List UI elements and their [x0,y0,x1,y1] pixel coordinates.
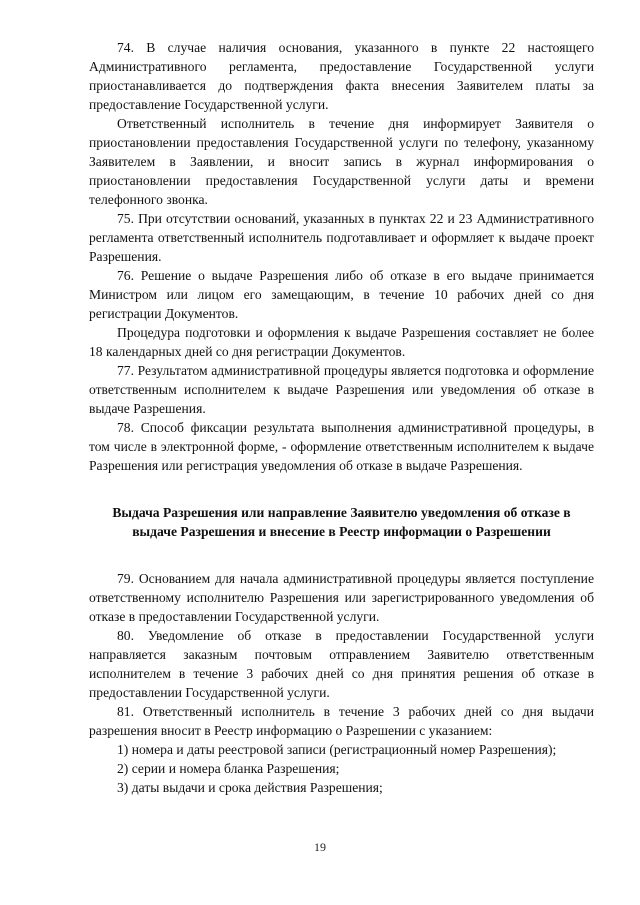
paragraph-suspension-info: Ответственный исполнитель в течение дня информирует Заявителя о приостановлении предоставления Государственной услуги по телефону, указанному Заявителем в Заявлении, и вносит запись в журнал информирования о приостановлении предоставления Государственной услуги даты и времени телефонного звонка. [89,116,594,207]
document-page [89,38,594,797]
paragraph-74: 74. В случае наличия основания, указанного в пункте 22 настоящего Административного регламента, предоставление Государственной услуги приостанавливается до подтверждения факта внесения Заявителем платы за предоставление Государственной услуги. [89,40,594,112]
paragraph-77: 77. Результатом административной процедуры является подготовка и оформление ответственным исполнителем к выдаче Разрешения или уведомления об отказе в выдаче Разрешения. [89,363,594,416]
paragraph-78: 78. Способ фиксации результата выполнения административной процедуры, в том числе в электронной форме, - оформление ответственным исполнителем к выдаче Разрешения или регистрация уведомления об отказе в выдаче Разрешения. [89,420,594,473]
paragraph-76: 76. Решение о выдаче Разрешения либо об отказе в его выдаче принимается Министром или лицом его замещающим, в течение 10 рабочих дней со дня регистрации Документов. [89,268,594,321]
list-item-3: 3) даты выдачи и срока действия Разрешения; [117,780,383,795]
paragraph-procedure-duration: Процедура подготовки и оформления к выдаче Разрешения составляет не более 18 календарных дней со дня регистрации Документов. [89,325,594,359]
paragraph-80: 80. Уведомление об отказе в предоставлении Государственной услуги направляется заказным почтовым отправлением Заявителю ответственным исполнителем в течение 3 рабочих дней со дня принятия решения об отказе в предоставлении Государственной услуги. [89,628,594,700]
list-item-2: 2) серии и номера бланка Разрешения; [117,761,340,776]
page-number: 19 [314,840,326,854]
section-heading: Выдача Разрешения или направление Заявителю уведомления об отказе в выдаче Разрешения и внесение в Реестр информации о Разрешении [112,505,571,539]
list-item-1: 1) номера и даты реестровой записи (регистрационный номер Разрешения); [117,742,557,757]
paragraph-81: 81. Ответственный исполнитель в течение 3 рабочих дней со дня выдачи разрешения вносит в Реестр информацию о Разрешении с указанием: [89,704,594,738]
paragraph-75: 75. При отсутствии оснований, указанных в пунктах 22 и 23 Административного регламента ответственный исполнитель подготавливает и оформляет к выдаче проект Разрешения. [89,211,594,264]
paragraph-79: 79. Основанием для начала административной процедуры является поступление ответственному исполнителю Разрешения или зарегистрированного уведомления об отказе в предоставлении Государственной услуги. [89,571,594,624]
